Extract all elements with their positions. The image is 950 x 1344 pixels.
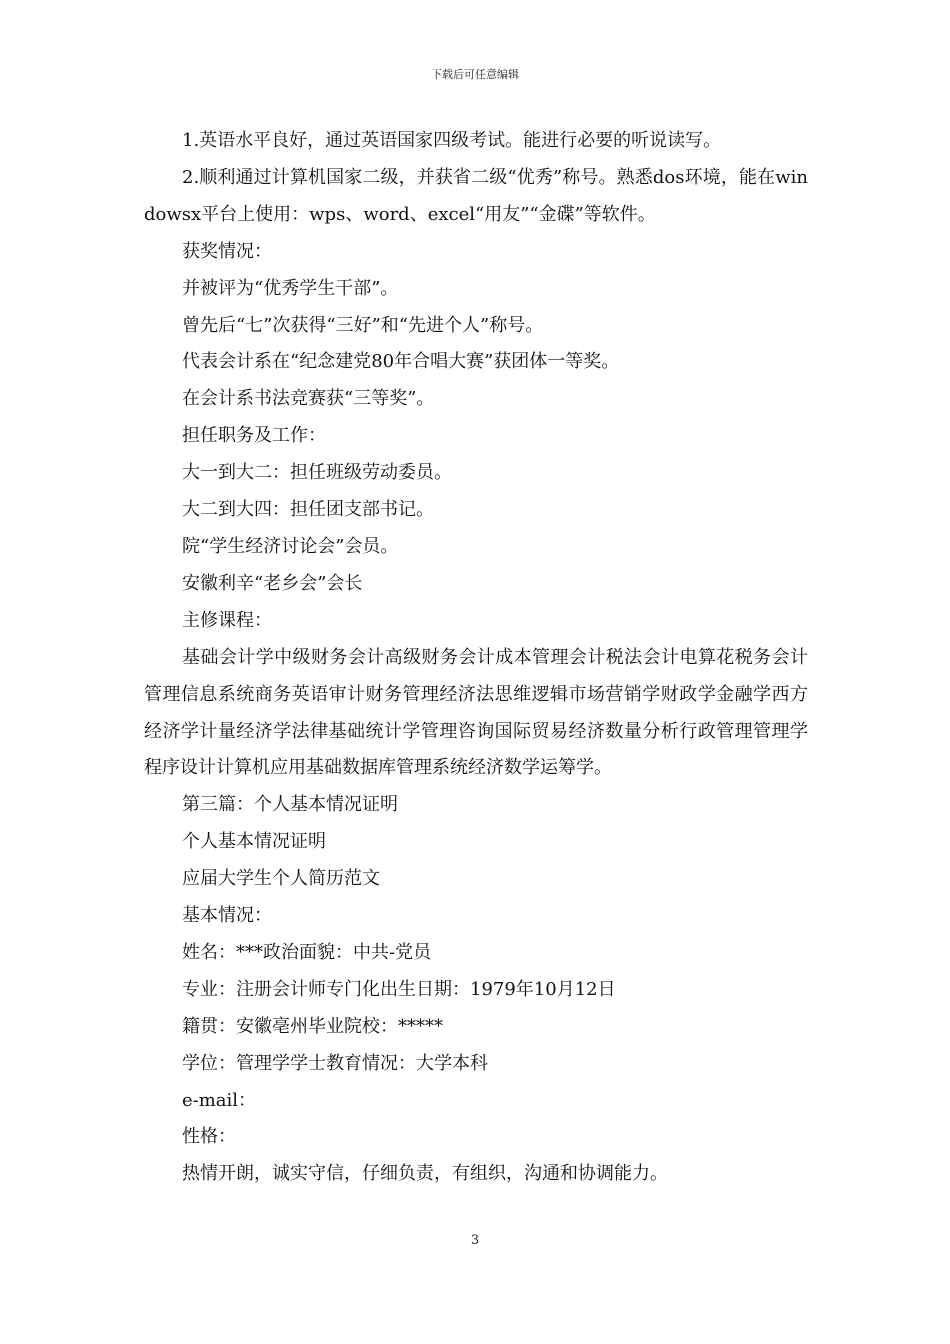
info-line-origin: 籍贯：安徽亳州毕业院校：***** xyxy=(182,1015,443,1037)
paragraph-position: 大一到大二：担任班级劳动委员。 xyxy=(182,462,452,484)
paragraph-award: 并被评为“优秀学生干部”。 xyxy=(182,277,399,299)
info-line-degree: 学位：管理学学士教育情况：大学本科 xyxy=(182,1052,488,1074)
section-heading-awards: 获奖情况： xyxy=(182,240,272,262)
paragraph-course-list: 基础会计学中级财务会计高级财务会计成本管理会计税法会计电算花税务会计管理信息系统商务英语审计财务管理经济法思维逻辑市场营销学财政学金融学西方经济学计量经济学法律基础统计学管理咨询国际贸易经济数量分析行政管理管理学程序设计计算机应用基础数据库管理系统经济数学运筹学。 xyxy=(144,646,808,779)
paragraph-award: 曾先后“七”次获得“三好”和“先进个人”称号。 xyxy=(182,314,544,336)
paragraph-award: 在会计系书法竞赛获“三等奖”。 xyxy=(182,388,435,410)
section-heading-personality: 性格： xyxy=(182,1126,236,1148)
paragraph-position: 大二到大四：担任团支部书记。 xyxy=(182,499,434,521)
page-number: 3 xyxy=(470,1233,480,1248)
section-heading-positions: 担任职务及工作： xyxy=(182,425,326,447)
section-heading-basic-info: 基本情况： xyxy=(182,905,272,927)
section-heading-courses: 主修课程： xyxy=(182,609,272,631)
info-line-name: 姓名：***政治面貌：中共-党员 xyxy=(182,941,432,963)
page-header: 下载后可任意编辑 xyxy=(431,68,519,81)
paragraph-computer-skills: 2.顺利通过计算机国家二级，并获省二级“优秀”称号。熟悉dos环境，能在windowsx平台上使用：wps、word、excel“用友”“金碟”等软件。 xyxy=(144,166,808,225)
paragraph-position: 院“学生经济讨论会”会员。 xyxy=(182,535,399,557)
paragraph-position: 安徽利辛“老乡会”会长 xyxy=(182,572,363,594)
paragraph-personality: 热情开朗，诚实守信，仔细负责，有组织，沟通和协调能力。 xyxy=(182,1163,668,1185)
info-line-major: 专业：注册会计师专门化出生日期：1979年10月12日 xyxy=(182,978,616,1000)
document-subtitle: 应届大学生个人简历范文 xyxy=(182,868,380,890)
info-line-email: e-mail： xyxy=(182,1089,257,1111)
chapter-title: 第三篇：个人基本情况证明 xyxy=(182,794,398,816)
document-body xyxy=(144,123,808,1193)
document-title: 个人基本情况证明 xyxy=(182,831,326,853)
paragraph-english-level: 1.英语水平良好，通过英语国家四级考试。能进行必要的听说读写。 xyxy=(182,130,722,151)
paragraph-award: 代表会计系在“纪念建党80年合唱大赛”获团体一等奖。 xyxy=(182,351,620,373)
